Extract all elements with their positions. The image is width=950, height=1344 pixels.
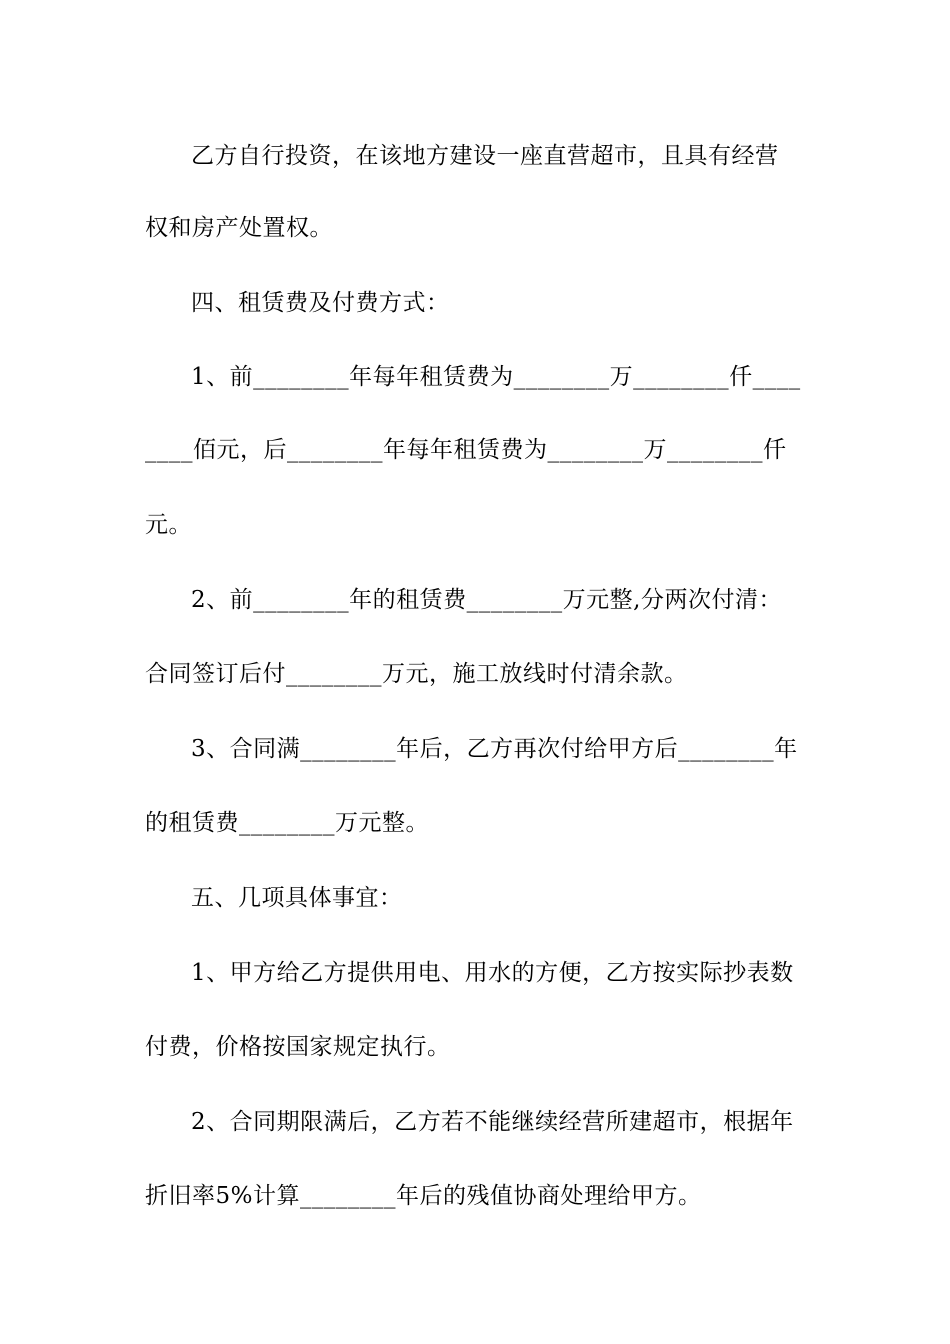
paragraph-line: 3、合同满________年后，乙方再次付给甲方后________年 [191, 736, 798, 762]
paragraph-line: 付费，价格按国家规定执行。 [145, 1034, 451, 1060]
section-heading: 五、几项具体事宜： [191, 885, 403, 911]
section-heading: 四、租赁费及付费方式： [191, 290, 450, 316]
paragraph-line: 的租赁费________万元整。 [145, 810, 429, 836]
paragraph-line: 元。 [145, 512, 192, 538]
paragraph-line: 1、甲方给乙方提供用电、用水的方便，乙方按实际抄表数 [191, 960, 794, 986]
paragraph-line: ____佰元，后________年每年租赁费为________万________仟 [145, 437, 787, 463]
paragraph-line: 折旧率5%计算________年后的残值协商处理给甲方。 [145, 1183, 702, 1209]
paragraph-line: 2、合同期限满后，乙方若不能继续经营所建超市，根据年 [191, 1109, 794, 1135]
paragraph-line: 1、前________年每年租赁费为________万________仟____ [191, 364, 801, 390]
paragraph-line: 合同签订后付________万元，施工放线时付清余款。 [145, 661, 688, 687]
paragraph-line: 乙方自行投资，在该地方建设一座直营超市，且具有经营 [191, 143, 779, 169]
paragraph-line: 2、前________年的租赁费________万元整,分两次付清： [191, 587, 782, 613]
paragraph-line: 权和房产处置权。 [145, 215, 333, 241]
